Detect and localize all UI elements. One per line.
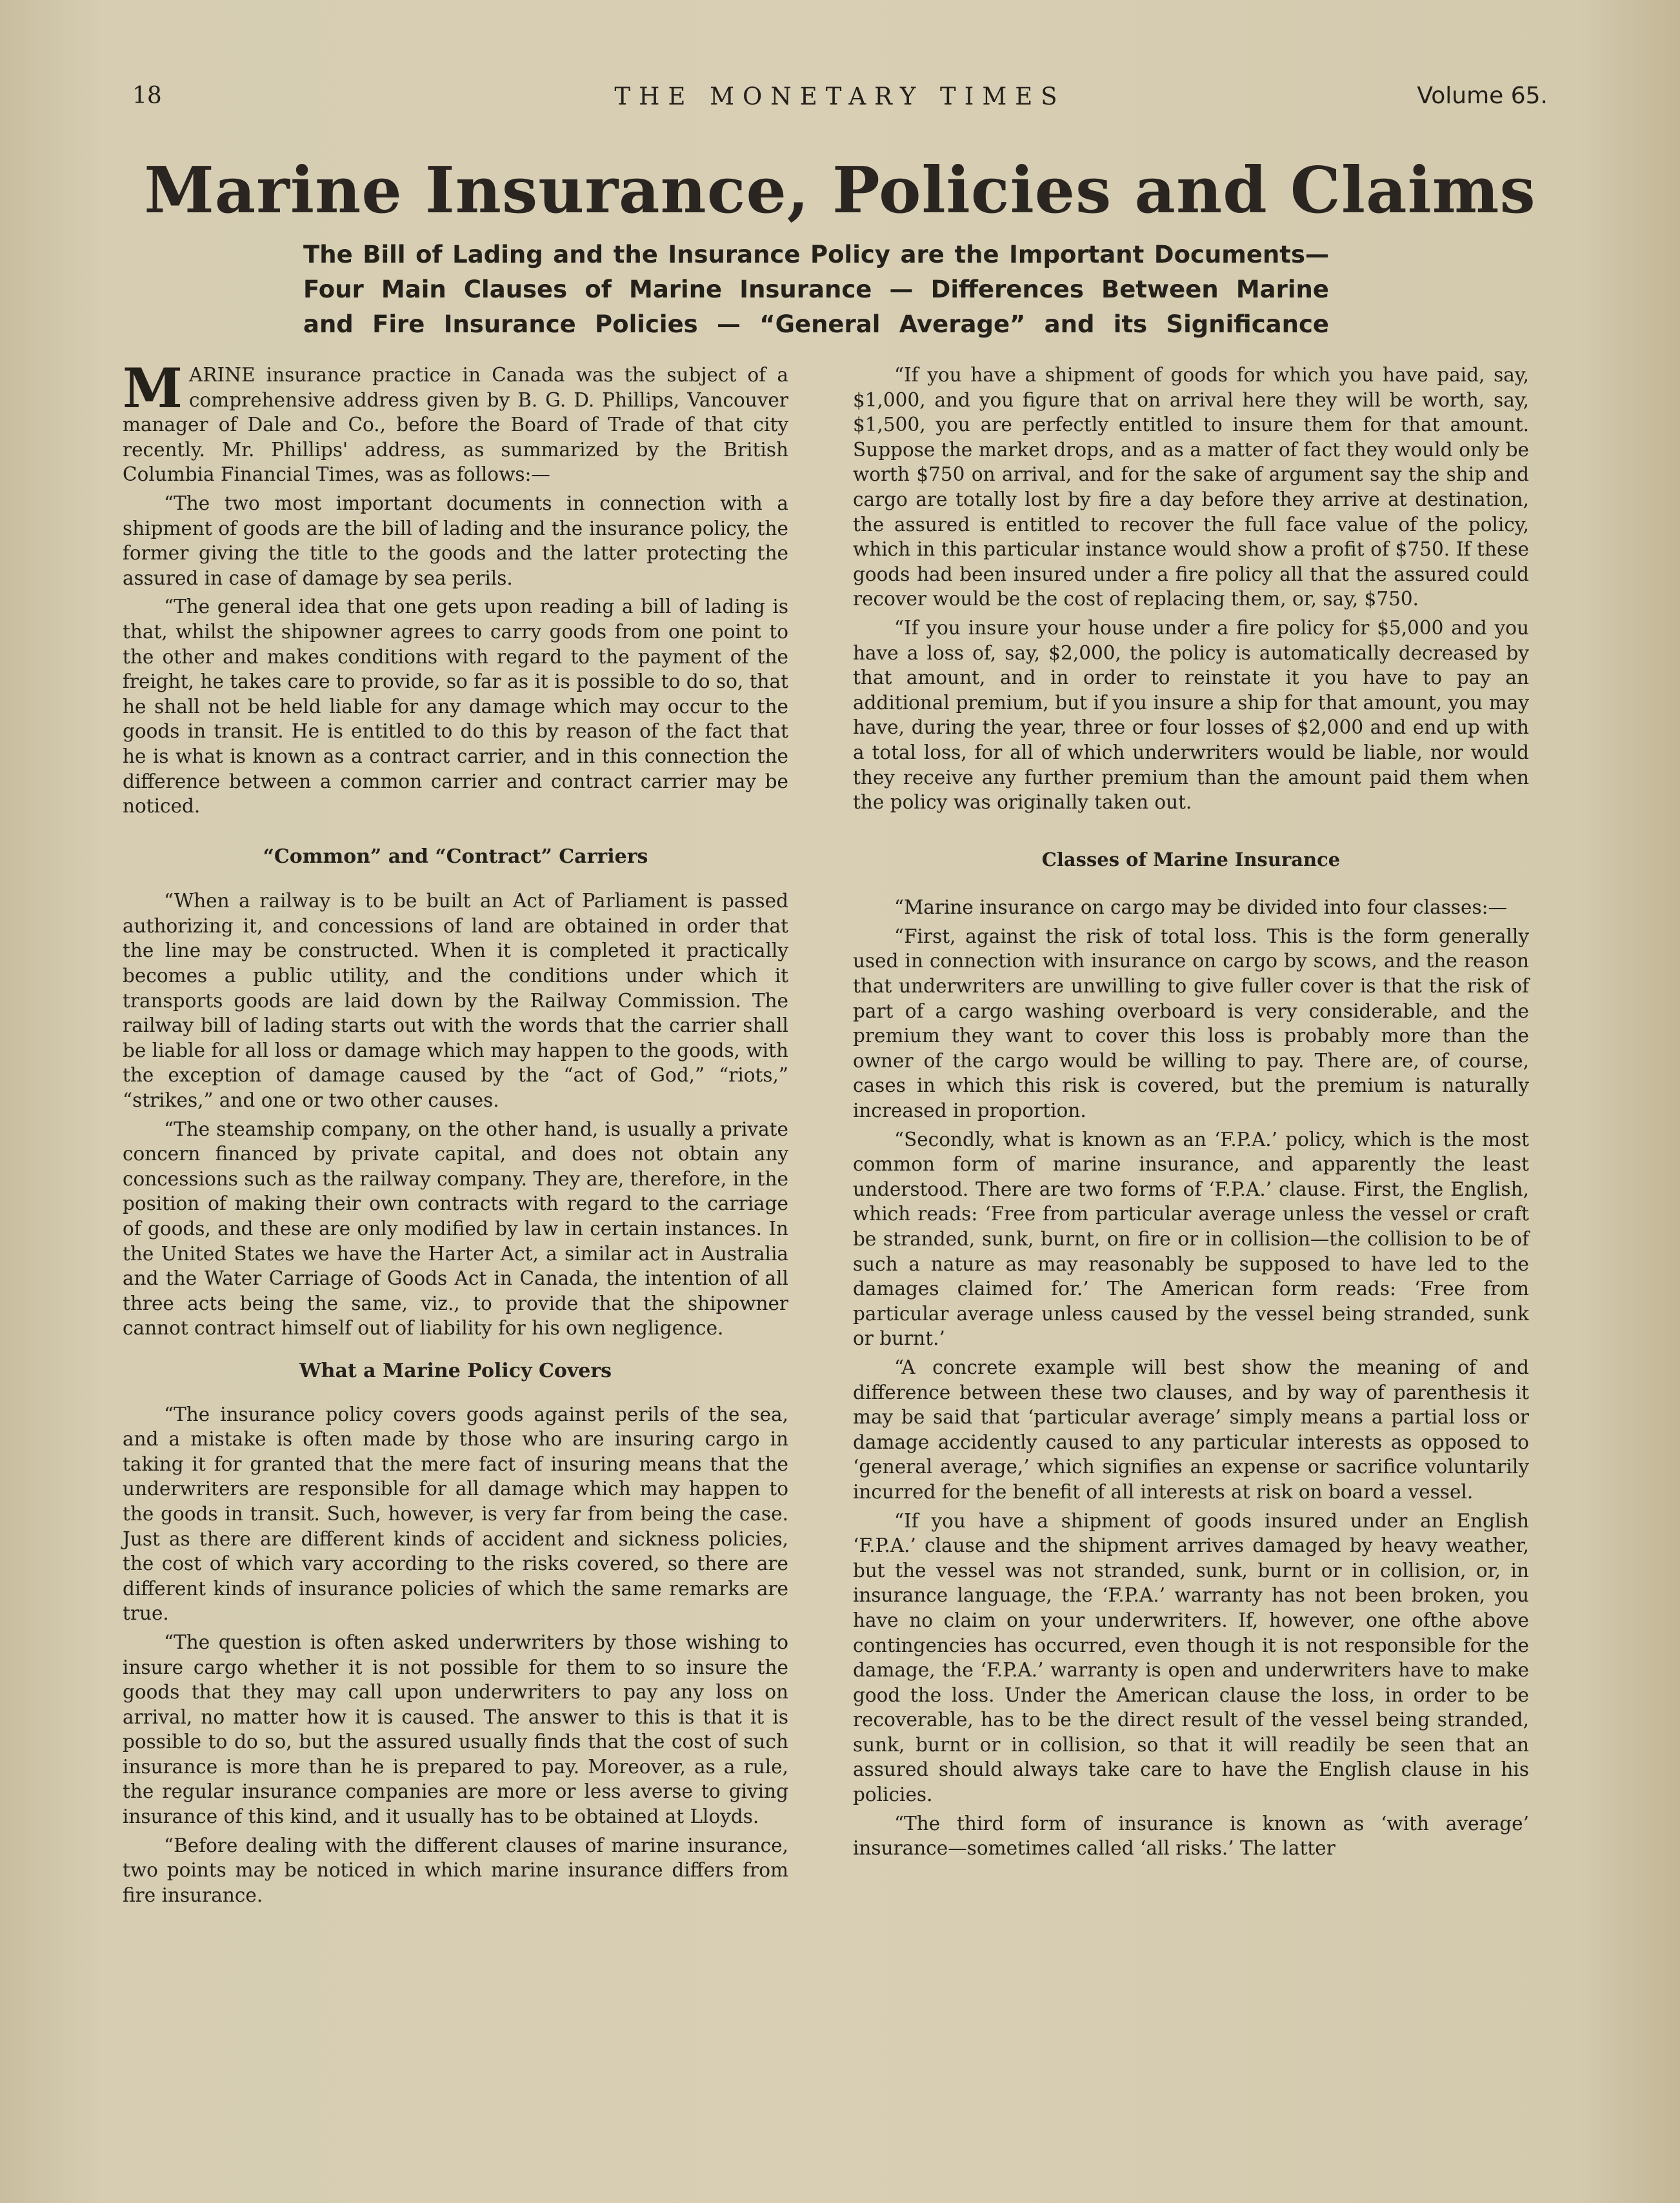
body-paragraph: “The two most important documents in connection with a shipment of goods are the bill of lading and the insurance policy, the former giving the title to the goods and the latter protecting the assured in case of damage by sea perils.	[123, 492, 788, 589]
subtitle-line: Four Main Clauses of Marine Insurance — Differences Between Marine	[303, 276, 1329, 303]
section-heading: Classes of Marine Insurance	[1041, 848, 1341, 870]
article-subtitle	[303, 237, 1329, 342]
journal-title: THE MONETARY TIMES	[614, 83, 1066, 110]
body-paragraph: “If you have a shipment of goods insured under an English ‘F.P.A.’ clause and the shipment arrives damaged by heavy weather, but the vessel was not stranded, sunk, burnt or in collision, or, in insurance language, the ‘F.P.A.’ warranty has not been broken, you have no claim on your underwriters. If, however, one ofthe above contingencies has occurred, even though it is not responsible for the damage, the ‘F.P.A.’ warranty is open and underwriters have to make good the loss. Under the American clause the loss, in order to be recoverable, has to be the direct result of the vessel being stranded, sunk, burnt or in collision, so that it will readily be seen that an assured should always take care to have the English clause in his policies.	[853, 1509, 1529, 1806]
body-paragraph: “The steamship company, on the other hand, is usually a private concern financed by private capital, and does not obtain any concessions such as the railway company. They are, therefore, in the position of making their own contracts with regard to the carriage of goods, and these are only modified by law in certain instances. In the United States we have the Harter Act, a similar act in Australia and the Water Carriage of Goods Act in Canada, the intention of all three acts being the same, viz., to provide that the shipowner cannot contract himself out of liability for his own negligence.	[123, 1118, 788, 1340]
drop-cap: M	[123, 356, 183, 420]
intro-text: ARINE insurance practice in Canada was the subject of a comprehensive address given by B. G. D. Phillips, Vancouver manager of Dale and Co., before the Board of Trade of that city recently. Mr. Phillips' address, as summarized by the British Columbia Financial Times, was as follows:—	[123, 364, 788, 486]
subtitle-line: The Bill of Lading and the Insurance Policy are the Important Documents—	[303, 241, 1329, 268]
right-column	[853, 363, 1529, 1865]
body-paragraph: “The question is often asked underwriters by those wishing to insure cargo whether it is not possible for them to so insure the goods that they may call upon underwriters to pay any loss on arrival, no matter how it is caused. The answer to this is that it is possible to do so, but the assured usually finds that the cost of such insurance is more than he is prepared to pay. Moreover, as a rule, the regular insurance companies are more or less averse to giving insurance of this kind, and it usually has to be obtained at Lloyds.	[123, 1631, 788, 1828]
body-paragraph: “When a railway is to be built an Act of Parliament is passed authorizing it, and concessions of land are obtained in order that the line may be constructed. When it is completed it practically becomes a public utility, and the conditions under which it transports goods are laid down by the Railway Commission. The railway bill of lading starts out with the words that the carrier shall be liable for all loss or damage which may happen to the goods, with the exception of damage caused by the “act of God,” “riots,” “strikes,” and one or two other causes.	[123, 890, 788, 1112]
body-paragraph: “The insurance policy covers goods against perils of the sea, and a mistake is often made by those who are insuring cargo in taking it for granted that the mere fact of insuring means that the underwriters are responsible for all damage which may happen to the goods in transit. Such, however, is very far from being the case. Just as there are different kinds of accident and sickness policies, the cost of which vary according to the risks covered, so there are different kinds of insurance policies of which the same remarks are true.	[123, 1403, 788, 1625]
body-paragraph: “Secondly, what is known as an ‘F.P.A.’ policy, which is the most common form of marine insurance, and apparently the least understood. There are two forms of ‘F.P.A.’ clause. First, the English, which reads: ‘Free from particular average unless the vessel or craft be stranded, sunk, burnt, on fire or in collision—the collision to be of such a nature as may reasonably be supposed to have led to the damages claimed for.’ The American form reads: ‘Free from particular average unless caused by the vessel being stranded, sunk or burnt.’	[853, 1128, 1529, 1350]
body-paragraph: “If you have a shipment of goods for which you have paid, say, $1,000, and you figure that on arrival here they will be worth, say, $1,500, you are perfectly entitled to insure them for that amount. Suppose the market drops, and as a matter of fact they would only be worth $750 on arrival, and for the sake of argument say the ship and cargo are totally lost by fire a day before they arrive at destination, the assured is entitled to recover the full face value of the policy, which in this particular instance would show a profit of $750. If these goods had been insured under a fire policy all that the assured could recover would be the cost of replacing them, or, say, $750.	[853, 364, 1529, 610]
body-paragraph: “Before dealing with the different clauses of marine insurance, two points may be noticed in which marine insurance differs from fire insurance.	[123, 1834, 788, 1906]
body-paragraph: “The general idea that one gets upon reading a bill of lading is that, whilst the shipowner agrees to carry goods from one point to the other and makes conditions with regard to the payment of the freight, he takes care to provide, so far as it is possible to do so, that he shall not be held liable for any damage which may occur to the goods in transit. He is entitled to do this by reason of the fact that he is what is known as a contract carrier, and in this connection the difference between a common carrier and contract carrier may be noticed.	[123, 596, 788, 818]
body-paragraph: “A concrete example will best show the meaning of and difference between these two clauses, and by way of parenthesis it may be said that ‘particular average’ simply means a partial loss or damage accidently caused to any particular interests as opposed to ‘general average,’ which signifies an expense or sacrifice voluntarily incurred for the benefit of all interests at risk on board a vessel.	[853, 1356, 1529, 1503]
intro-paragraph	[123, 356, 788, 487]
subtitle-line: and Fire Insurance Policies — “General Average” and its Significance	[303, 310, 1329, 338]
page-header	[132, 83, 1548, 121]
article-title: Marine Insurance, Policies and Claims	[144, 154, 1536, 228]
section-heading: “Common” and “Contract” Carriers	[263, 845, 648, 868]
volume-label: Volume 65.	[1417, 83, 1548, 109]
body-paragraph: “Marine insurance on cargo may be divided into four classes:—	[894, 896, 1508, 919]
left-column	[123, 356, 788, 1911]
body-paragraph: “If you insure your house under a fire policy for $5,000 and you have a loss of, say, $2,000, the policy is automatically decreased by that amount, and in order to reinstate it you have to pay an additional premium, but if you insure a ship for that amount, you may have, during the year, three or four losses of $2,000 and end up with a total loss, for all of which underwriters would be liable, nor would they receive any further premium than the amount paid them when the policy was originally taken out.	[853, 616, 1529, 814]
body-paragraph: “First, against the risk of total loss. This is the form generally used in connection with insurance on cargo by scows, and the reason that underwriters are unwilling to give fuller cover is that the risk of part of a cargo washing overboard is very considerable, and the premium they want to cover this loss is probably more than the owner of the cargo would be willing to pay. There are, of course, cases in which this risk is covered, but the premium is naturally increased in proportion.	[853, 925, 1529, 1122]
section-heading: What a Marine Policy Covers	[299, 1359, 612, 1382]
body-paragraph: “The third form of insurance is known as ‘with average’ insurance—sometimes called ‘all risks.’ The latter	[853, 1812, 1529, 1860]
page-number: 18	[132, 83, 162, 109]
